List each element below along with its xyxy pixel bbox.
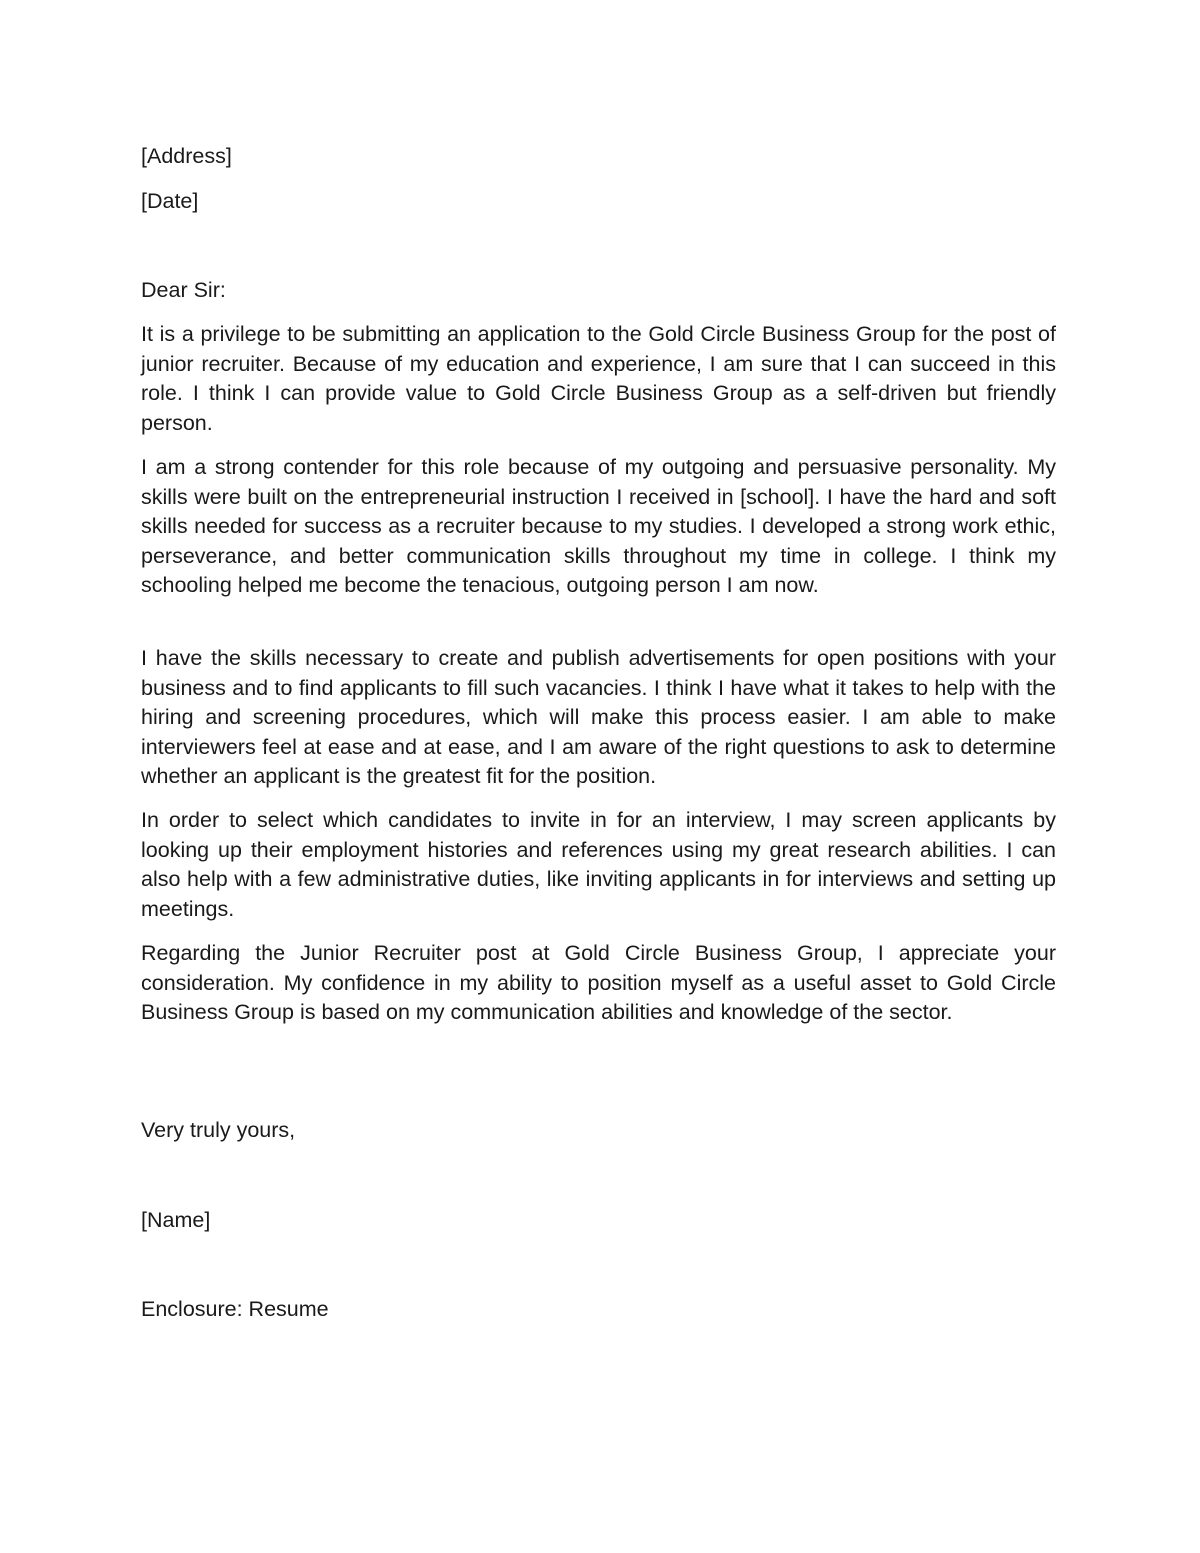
salutation: Dear Sir: (141, 278, 226, 302)
body-paragraph-4: In order to select which candidates to invite in for an interview, I may screen applicants by looking up their employment histories and references using my great research abilities. I can also help with a few administrative duties, like inviting applicants in for interviews and setting up meetings. (141, 808, 1056, 921)
address-line: [Address] (141, 144, 232, 168)
body-paragraph-2: I am a strong contender for this role because of my outgoing and persuasive personality. My skills were built on the entrepreneurial instruction I received in [school]. I have the hard and soft skills needed for success as a recruiter because to my studies. I developed a strong work ethic, perseverance, and better communication skills throughout my time in college. I think my schooling helped me become the tenacious, outgoing person I am now. (141, 455, 1056, 597)
body-paragraph-3: I have the skills necessary to create and publish advertisements for open positions with your business and to find applicants to fill such vacancies. I think I have what it takes to help with the hiring and screening procedures, which will make this process easier. I am able to make interviewers feel at ease and at ease, and I am aware of the right questions to ask to determine whether an applicant is the greatest fit for the position. (141, 646, 1056, 788)
closing-line: Very truly yours, (141, 1118, 296, 1142)
body-paragraph-5: Regarding the Junior Recruiter post at Gold Circle Business Group, I appreciate your consideration. My confidence in my ability to position myself as a useful asset to Gold Circle Business Group is based on my communication abilities and knowledge of the sector. (141, 941, 1056, 1024)
date-line: [Date] (141, 189, 199, 213)
body-paragraph-1: It is a privilege to be submitting an application to the Gold Circle Business Group for the post of junior recruiter. Because of my education and experience, I am sure that I can succeed in this role. I think I can provide value to Gold Circle Business Group as a self-driven but friendly person. (141, 322, 1056, 435)
signature-name: [Name] (141, 1208, 211, 1232)
enclosure-line: Enclosure: Resume (141, 1297, 329, 1321)
